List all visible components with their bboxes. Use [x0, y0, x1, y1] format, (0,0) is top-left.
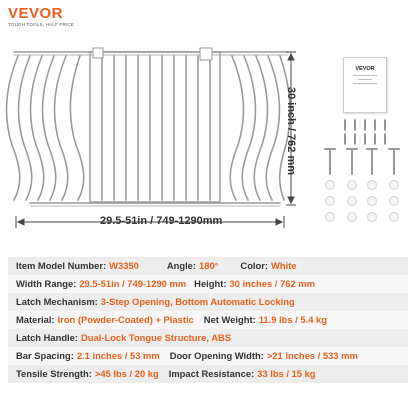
- wall-cups-icon: [326, 181, 399, 222]
- gate-hinge: [93, 48, 103, 58]
- spec-key: Latch Handle:: [16, 332, 78, 344]
- brand-name: VEVOR: [8, 5, 64, 22]
- spec-value: 11.9 lbs / 5.4 kg: [258, 314, 327, 326]
- spindles-icon: [325, 149, 399, 174]
- spec-value: 29.5-51in / 749-1290 mm: [79, 278, 187, 290]
- spec-value: 30 inches / 762 mm: [229, 278, 315, 290]
- spec-key: Latch Mechanism:: [16, 296, 98, 308]
- gate-latch: [200, 48, 212, 60]
- spec-row: [8, 257, 408, 275]
- spec-key: Tensile Strength:: [16, 368, 92, 380]
- spec-row: [8, 329, 408, 347]
- product-box-icon: [343, 57, 387, 113]
- spec-key: Net Weight:: [203, 314, 256, 326]
- screws-icon: [345, 120, 385, 144]
- spec-key: Item Model Number:: [16, 260, 107, 272]
- spec-value: White: [271, 260, 297, 272]
- spec-value: >45 lbs / 20 kg: [94, 368, 159, 380]
- spec-row: [8, 275, 408, 293]
- spec-value: Iron (Powder-Coated) + Plastic: [57, 314, 194, 326]
- spec-key: Height:: [194, 278, 227, 290]
- spec-value: 33 lbs / 15 kg: [257, 368, 316, 380]
- brand-tagline: TOUGH TOOLS, HALF PRICE: [8, 22, 75, 27]
- spec-value: >21 inches / 533 mm: [266, 350, 358, 362]
- spec-key: Width Range:: [16, 278, 77, 290]
- spec-value: W3350: [109, 260, 139, 272]
- spec-key: Color:: [240, 260, 269, 272]
- spec-row: [8, 365, 408, 383]
- width-label: 29.5-51in / 749-1290mm: [100, 215, 223, 227]
- spec-key: Impact Resistance:: [168, 368, 255, 380]
- spec-value: 2.1 inches / 53 mm: [76, 350, 160, 362]
- box-logo: VEVOR: [355, 66, 375, 72]
- height-label: 30 inch / 762 mm: [285, 86, 297, 176]
- spec-key: Material:: [16, 314, 55, 326]
- spec-key: Bar Spacing:: [16, 350, 74, 362]
- spec-row: [8, 311, 408, 329]
- spec-row: [8, 293, 408, 311]
- spec-value: 3-Step Opening, Bottom Automatic Locking: [100, 296, 295, 308]
- spec-value: 180°: [199, 260, 219, 272]
- spec-value: Dual-Lock Tongue Structure, ABS: [81, 332, 232, 344]
- spec-key: Door Opening Width:: [169, 350, 264, 362]
- spec-row: [8, 347, 408, 365]
- spec-key: Angle:: [166, 260, 197, 272]
- spec-table: [8, 257, 408, 383]
